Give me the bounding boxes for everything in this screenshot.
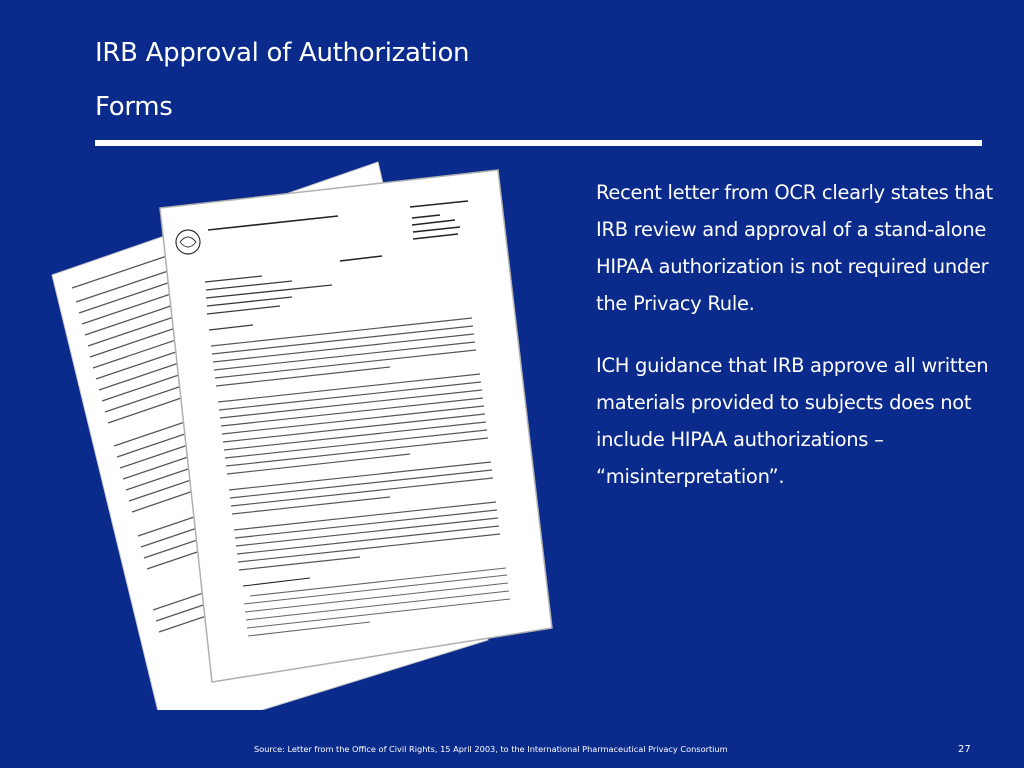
title-divider <box>95 140 982 146</box>
page-number: 27 <box>958 744 971 755</box>
bullet-ocr-letter: Recent letter from OCR clearly states that IRB review and approval of a stand-alone HIPAA authorization is not required under the Privacy Rule. <box>596 181 993 315</box>
source-footnote: Source: Letter from the Office of Civil Rights, 15 April 2003, to the International Pharmaceutical Privacy Consortium <box>254 744 728 754</box>
title-line-2: Forms <box>95 92 173 122</box>
title-line-1: IRB Approval of Authorization <box>95 38 470 68</box>
bullet-ich-guidance: ICH guidance that IRB approve all written materials provided to subjects does not include HIPAA authorizations – “misinterpretation”. <box>596 354 989 488</box>
slide-body <box>596 174 1006 495</box>
slide-title <box>95 26 469 134</box>
letter-page-front <box>160 170 552 682</box>
letter-scan-image <box>40 150 570 710</box>
